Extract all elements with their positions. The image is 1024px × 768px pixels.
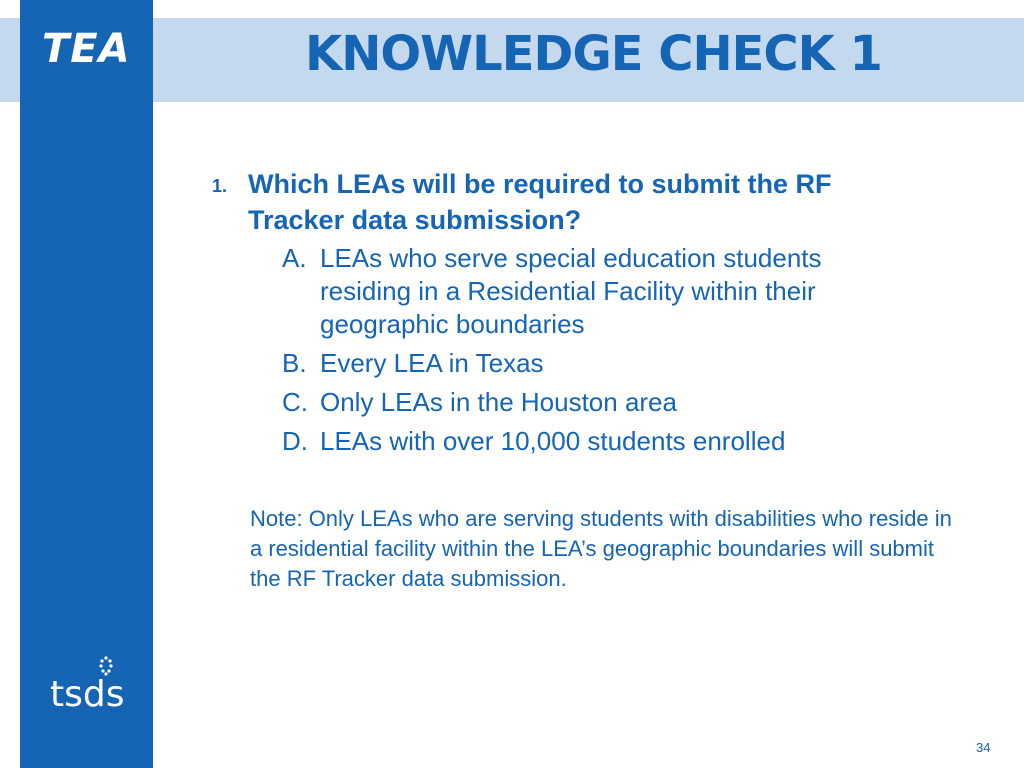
page-number: 34 (976, 740, 991, 755)
question-text: Which LEAs will be required to submit the RF Tracker data submission? (248, 169, 832, 235)
note-text: Note: Only LEAs who are serving students with disabilities who reside in a residential facility within the LEA’s geographic boundaries will submit the RF Tracker data submission. (250, 506, 952, 591)
answer-options (282, 242, 902, 464)
option-b (282, 347, 902, 380)
slide-title: KNOWLEDGE CHECK 1 (305, 26, 882, 82)
tsds-logo-text: tsds (50, 674, 125, 715)
option-letter: B. (282, 348, 307, 378)
option-a (282, 242, 902, 341)
option-text: Every LEA in Texas (320, 348, 544, 378)
option-text: Only LEAs in the Houston area (320, 387, 677, 417)
question (212, 166, 932, 238)
tsds-logo (48, 652, 128, 716)
option-c (282, 386, 902, 419)
option-d (282, 425, 902, 458)
option-text: LEAs with over 10,000 students enrolled (320, 426, 786, 456)
tea-logo: TEA (42, 26, 131, 72)
question-number: 1. (212, 176, 228, 196)
option-letter: A. (282, 243, 307, 273)
option-letter: C. (282, 387, 308, 417)
tsds-logo-icon (99, 656, 112, 675)
option-text: LEAs who serve special education students residing in a Residential Facility within their geographic boundaries (320, 243, 822, 339)
option-letter: D. (282, 426, 308, 456)
